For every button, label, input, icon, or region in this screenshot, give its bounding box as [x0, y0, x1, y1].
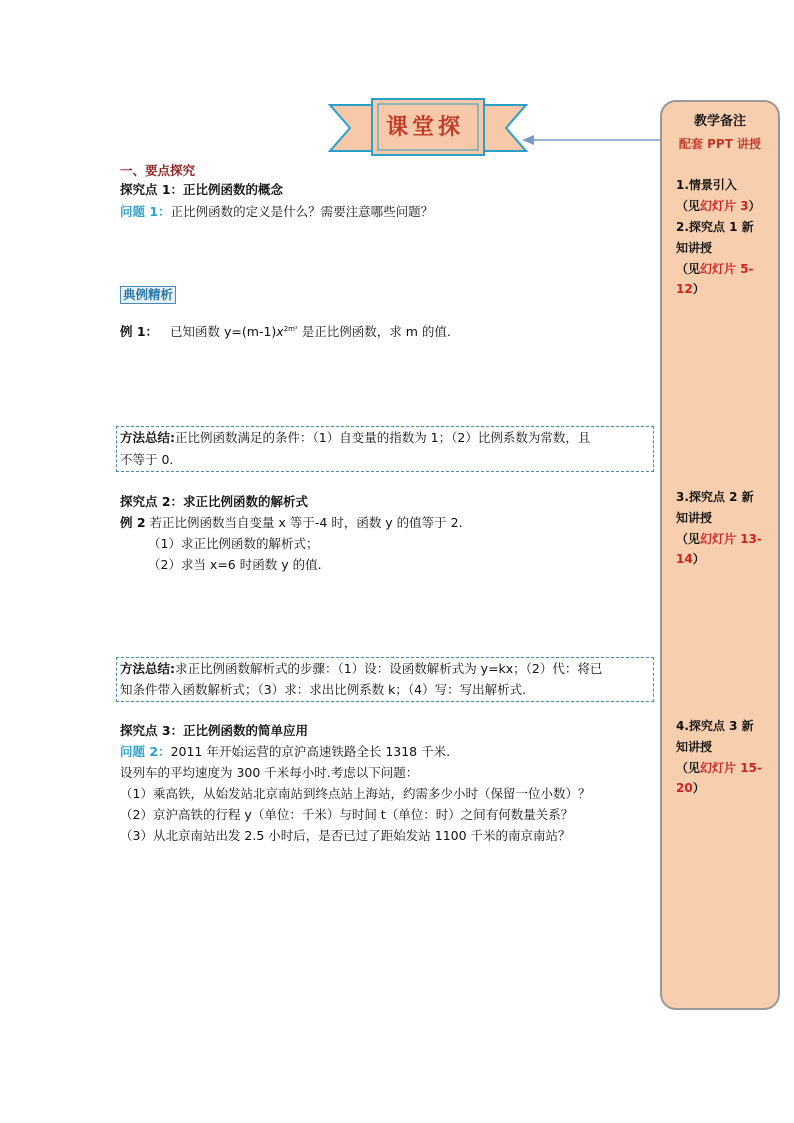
summary2-text: 求正比例函数解析式的步骤：（1）设：设函数解析式为 y=kx；（2）代：将已: [175, 661, 603, 676]
side-note1-b: [676, 196, 761, 216]
side-note3-a: 3.探究点 2 新: [676, 490, 754, 504]
example2-sub2: （2）求当 x=6 时函数 y 的值.: [148, 557, 322, 572]
side-note4-post: ）: [692, 781, 705, 795]
summary2-label: 方法总结:: [120, 661, 175, 676]
side-note4-pre: （见: [676, 761, 701, 775]
summary2-line2: 知条件带入函数解析式；（3）求：求出比例系数 k；（4）写：写出解析式.: [120, 682, 527, 697]
point3-heading: 探究点 3：正比例函数的简单应用: [120, 723, 309, 738]
example1: [120, 320, 451, 341]
side-note4-b: 知讲授: [676, 740, 713, 754]
side-note4-a: 4.探究点 3 新: [676, 719, 754, 733]
side-note1-pre: （见: [676, 199, 701, 213]
side-note2-post: ）: [692, 282, 705, 296]
example2-label: 例 2: [120, 515, 146, 530]
side-note2-slide: 幻灯片 5-12: [676, 262, 754, 296]
point3-line3: （1）乘高铁，从始发站北京南站到终点站上海站，约需多少小时（保留一位小数）？: [120, 786, 591, 801]
side-note3-b: 知讲授: [676, 511, 713, 525]
summary2-line1: [120, 660, 602, 678]
example1-exponent: 2m²: [283, 325, 298, 333]
side-subtitle: 配套 PPT 讲授: [678, 137, 762, 151]
example2-text: 若正比例函数当自变量 x 等于-4 时，函数 y 的值等于 2.: [145, 515, 463, 530]
side-note2-a: 2.探究点 1 新: [676, 220, 754, 234]
point2-heading: 探究点 2：求正比例函数的解析式: [120, 494, 309, 509]
question2-text: 2011 年开始运营的京沪高速铁路全长 1318 千米.: [170, 744, 451, 759]
example2-sub1: （1）求正比例函数的解析式；: [148, 536, 319, 551]
side-note3-c: [676, 529, 772, 569]
side-note2-c: [676, 259, 772, 299]
side-note4-c: [676, 758, 772, 798]
example1-text-a: 已知函数 y=(m-1): [170, 324, 277, 340]
example1-text-b: 是正比例函数，求 m 的值.: [297, 324, 451, 340]
summary1-text: 正比例函数满足的条件：（1）自变量的指数为 1；（2）比例系数为常数，且: [175, 430, 591, 445]
point3-line2: 设列车的平均速度为 300 千米每小时.考虑以下问题：: [120, 765, 419, 780]
question-label: 问题 1：: [120, 204, 171, 219]
side-note3-slide: 幻灯片 13-14: [676, 532, 762, 566]
point1-question: [120, 203, 433, 221]
section-heading: 一、要点探究: [120, 163, 196, 178]
point3-question: [120, 743, 450, 761]
question2-label: 问题 2：: [120, 744, 171, 759]
example1-x: x: [276, 324, 284, 340]
side-title: 教学备注: [693, 114, 746, 129]
side-note1-post: ）: [748, 199, 761, 213]
side-note3-pre: （见: [676, 532, 701, 546]
summary1-line1: [120, 429, 590, 447]
side-note2-b: 知讲授: [676, 241, 713, 255]
point1-heading: 探究点 1：正比例函数的概念: [120, 182, 284, 197]
example2: [120, 514, 463, 532]
question-text: 正比例函数的定义是什么？需要注意哪些问题？: [170, 204, 434, 219]
summary1-label: 方法总结:: [120, 430, 175, 445]
example-tag: 典例精析: [120, 286, 176, 304]
example1-label: 例 1：: [120, 324, 159, 340]
summary1-line2: 不等于 0.: [120, 452, 174, 467]
point3-line4: （2）京沪高铁的行程 y（单位：千米）与时间 t（单位：时）之间有何数量关系？: [120, 807, 574, 822]
side-note4-slide: 幻灯片 15-20: [676, 761, 762, 795]
arrow-left-icon: [522, 133, 664, 147]
banner-title: 课堂探: [385, 115, 464, 140]
side-note3-post: ）: [692, 552, 705, 566]
side-note2-pre: （见: [676, 262, 701, 276]
point3-line5: （3）从北京南站出发 2.5 小时后，是否已过了距始发站 1100 千米的南京南站？: [120, 828, 571, 843]
side-note1-slide: 幻灯片 3: [700, 199, 749, 213]
side-note1-a: 1.情景引入: [676, 178, 737, 192]
